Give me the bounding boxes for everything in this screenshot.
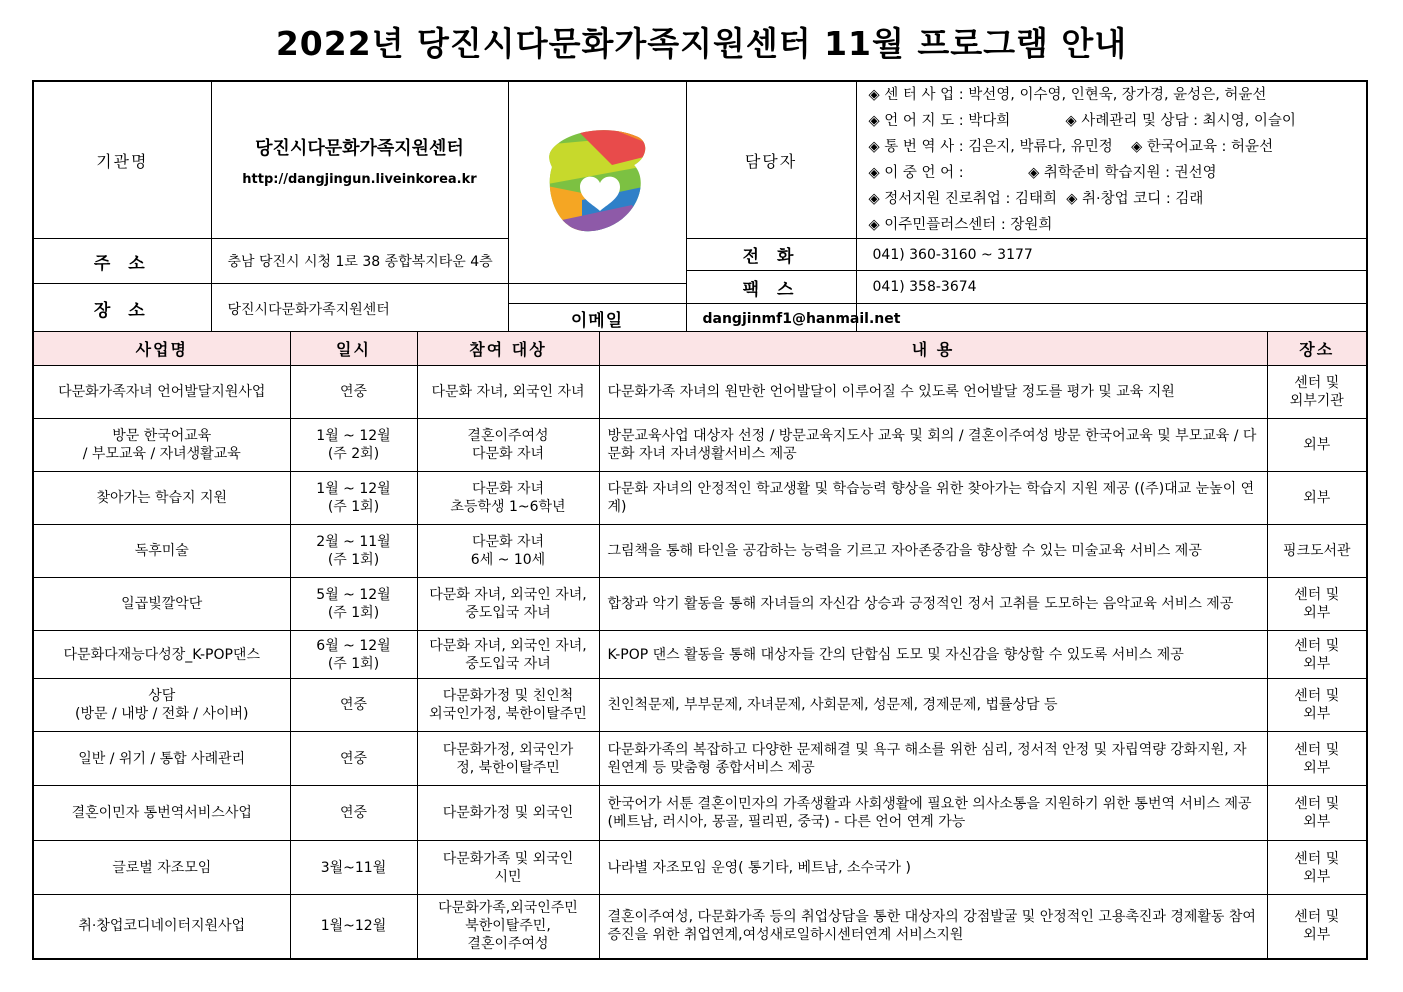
- org-label: 기관명: [33, 81, 211, 239]
- program-place: 센터 및 외부: [1267, 732, 1367, 786]
- center-info-table: [32, 80, 1368, 336]
- column-header: 참여 대상: [417, 332, 599, 366]
- program-place: 센터 및 외부: [1267, 679, 1367, 732]
- staff-line: ◈ 정서지원 진로취업 : 김태희 ◈ 취·창업 코디 : 김래: [868, 191, 1204, 207]
- page-title: 2022년 당진시다문화가족지원센터 11월 프로그램 안내: [275, 24, 1128, 63]
- program-content: 방문교육사업 대상자 선정 / 방문교육지도사 교육 및 회의 / 결혼이주여성 방문 한국어교육 및 부모교육 / 다문화 자녀 자녀생활서비스 제공: [599, 419, 1267, 472]
- program-name: 일반 / 위기 / 통합 사례관리: [33, 732, 290, 786]
- program-table-body: [33, 366, 1367, 959]
- table-row: [33, 841, 1367, 895]
- program-target: 다문화 자녀, 외국인 자녀, 중도입국 자녀: [417, 578, 599, 631]
- program-date: 6월 ~ 12월 (주 1회): [290, 631, 417, 679]
- program-place: 센터 및 외부: [1267, 786, 1367, 841]
- program-target: 다문화가족,외국인주민 북한이탈주민, 결혼이주여성: [417, 895, 599, 959]
- table-row: [33, 419, 1367, 472]
- table-row: [33, 732, 1367, 786]
- program-name: 다문화가족자녀 언어발달지원사업: [33, 366, 290, 419]
- place-label: 장 소: [33, 284, 211, 335]
- program-place: 센터 및 외부: [1267, 841, 1367, 895]
- column-header: 내 용: [599, 332, 1267, 366]
- table-row: [33, 786, 1367, 841]
- org-name: 당진시다문화가족지원센터: [255, 137, 464, 159]
- fax-value: 041) 358-3674: [856, 271, 1367, 304]
- program-name: 다문화다재능다성장_K-POP댄스: [33, 631, 290, 679]
- program-content: 다문화가족의 복잡하고 다양한 문제해결 및 욕구 해소를 위한 심리, 정서적 안정 및 자립역량 강화지원, 자원연계 등 맞춤형 종합서비스 제공: [599, 732, 1267, 786]
- program-name: 글로벌 자조모임: [33, 841, 290, 895]
- staff-line: ◈ 이 중 언 어 : ◈ 취학준비 학습지원 : 권선영: [868, 165, 1217, 181]
- table-row: [33, 895, 1367, 959]
- program-place: 외부: [1267, 472, 1367, 525]
- logo-cell: [508, 81, 686, 284]
- program-name: 상담 (방문 / 내방 / 전화 / 사이버): [33, 679, 290, 732]
- table-row: [33, 472, 1367, 525]
- email-label: 이메일: [508, 304, 686, 335]
- phone-label: 전 화: [686, 239, 856, 271]
- column-header: 장소: [1267, 332, 1367, 366]
- program-name: 찾아가는 학습지 지원: [33, 472, 290, 525]
- staff-line: ◈ 이주민플러스센터 : 장원희: [868, 217, 1053, 233]
- program-target: 다문화 자녀, 외국인 자녀: [417, 366, 599, 419]
- program-name: 취·창업코디네이터지원사업: [33, 895, 290, 959]
- column-header: 사업명: [33, 332, 290, 366]
- program-target: 다문화가정, 외국인가 정, 북한이탈주민: [417, 732, 599, 786]
- table-row: [33, 525, 1367, 578]
- program-content: 다문화가족 자녀의 원만한 언어발달이 이루어질 수 있도록 언어발달 정도를 평가 및 교육 지원: [599, 366, 1267, 419]
- program-place: 센터 및 외부: [1267, 578, 1367, 631]
- column-header: 일시: [290, 332, 417, 366]
- staff-line: ◈ 센 터 사 업 : 박선영, 이수영, 인현욱, 장가경, 윤성은, 허윤선: [868, 87, 1267, 103]
- email-value[interactable]: dangjinmf1@hanmail.net: [686, 304, 856, 335]
- program-target: 다문화가정 및 외국인: [417, 786, 599, 841]
- table-row: [33, 366, 1367, 419]
- program-name: 방문 한국어교육 / 부모교육 / 자녀생활교육: [33, 419, 290, 472]
- table-header-row: [33, 332, 1367, 366]
- program-content: 한국어가 서툰 결혼이민자의 가족생활과 사회생활에 필요한 의사소통을 지원하기 위한 통번역 서비스 제공(베트남, 러시아, 몽골, 필리핀, 중국) - 다른 언어 연계 가능: [599, 786, 1267, 841]
- program-target: 다문화가정 및 친인척 외국인가정, 북한이탈주민: [417, 679, 599, 732]
- program-target: 다문화 자녀, 외국인 자녀, 중도입국 자녀: [417, 631, 599, 679]
- program-place: 핑크도서관: [1267, 525, 1367, 578]
- staff-line: ◈ 통 번 역 사 : 김은지, 박류다, 유민정 ◈ 한국어교육 : 허윤선: [868, 139, 1274, 155]
- table-row: [33, 578, 1367, 631]
- program-name: 결혼이민자 통번역서비스사업: [33, 786, 290, 841]
- address-value: 충남 당진시 시청 1로 38 종합복지타운 4층: [211, 239, 508, 284]
- program-name: 독후미술: [33, 525, 290, 578]
- program-place: 센터 및 외부: [1267, 895, 1367, 959]
- program-date: 5월 ~ 12월 (주 1회): [290, 578, 417, 631]
- program-table: [32, 331, 1368, 960]
- program-date: 3월~11월: [290, 841, 417, 895]
- program-content: 친인척문제, 부부문제, 자녀문제, 사회문제, 성문제, 경제문제, 법률상담 등: [599, 679, 1267, 732]
- program-content: 나라별 자조모임 운영( 통기타, 베트남, 소수국가 ): [599, 841, 1267, 895]
- program-date: 연중: [290, 366, 417, 419]
- staff-cell: [856, 81, 1367, 239]
- org-cell: [211, 81, 508, 239]
- program-date: 1월 ~ 12월 (주 2회): [290, 419, 417, 472]
- program-target: 다문화가족 및 외국인 시민: [417, 841, 599, 895]
- program-target: 다문화 자녀 초등학생 1~6학년: [417, 472, 599, 525]
- org-url[interactable]: http://dangjingun.liveinkorea.kr: [242, 171, 477, 187]
- center-logo: [542, 125, 652, 237]
- program-content: K-POP 댄스 활동을 통해 대상자들 간의 단합심 도모 및 자신감을 향상할 수 있도록 서비스 제공: [599, 631, 1267, 679]
- program-target: 다문화 자녀 6세 ~ 10세: [417, 525, 599, 578]
- table-row: [33, 679, 1367, 732]
- phone-value: 041) 360-3160 ~ 3177: [856, 239, 1367, 271]
- manager-label: 담당자: [686, 81, 856, 239]
- program-date: 2월 ~ 11월 (주 1회): [290, 525, 417, 578]
- program-content: 합창과 악기 활동을 통해 자녀들의 자신감 상승과 긍정적인 정서 고취를 도모하는 음악교육 서비스 제공: [599, 578, 1267, 631]
- place-value: 당진시다문화가족지원센터: [211, 284, 508, 335]
- program-name: 일곱빛깔악단: [33, 578, 290, 631]
- table-row: [33, 631, 1367, 679]
- program-place: 외부: [1267, 419, 1367, 472]
- program-content: 결혼이주여성, 다문화가족 등의 취업상담을 통한 대상자의 강점발굴 및 안정적인 고용촉진과 경제활동 참여 증진을 위한 취업연계,여성새로일하시센터연계 서비스지원: [599, 895, 1267, 959]
- fax-label: 팩 스: [686, 271, 856, 304]
- program-date: 연중: [290, 732, 417, 786]
- program-content: 다문화 자녀의 안정적인 학교생활 및 학습능력 향상을 위한 찾아가는 학습지 지원 제공 ((주)대교 눈높이 연계): [599, 472, 1267, 525]
- program-date: 1월~12월: [290, 895, 417, 959]
- program-date: 연중: [290, 679, 417, 732]
- program-target: 결혼이주여성 다문화 자녀: [417, 419, 599, 472]
- program-place: 센터 및 외부: [1267, 631, 1367, 679]
- program-date: 연중: [290, 786, 417, 841]
- program-content: 그림책을 통해 타인을 공감하는 능력을 기르고 자아존중감을 향상할 수 있는 미술교육 서비스 제공: [599, 525, 1267, 578]
- program-date: 1월 ~ 12월 (주 1회): [290, 472, 417, 525]
- staff-line: ◈ 언 어 지 도 : 박다희 ◈ 사례관리 및 상담 : 최시영, 이슬이: [868, 113, 1296, 129]
- program-place: 센터 및 외부기관: [1267, 366, 1367, 419]
- address-label: 주 소: [33, 239, 211, 284]
